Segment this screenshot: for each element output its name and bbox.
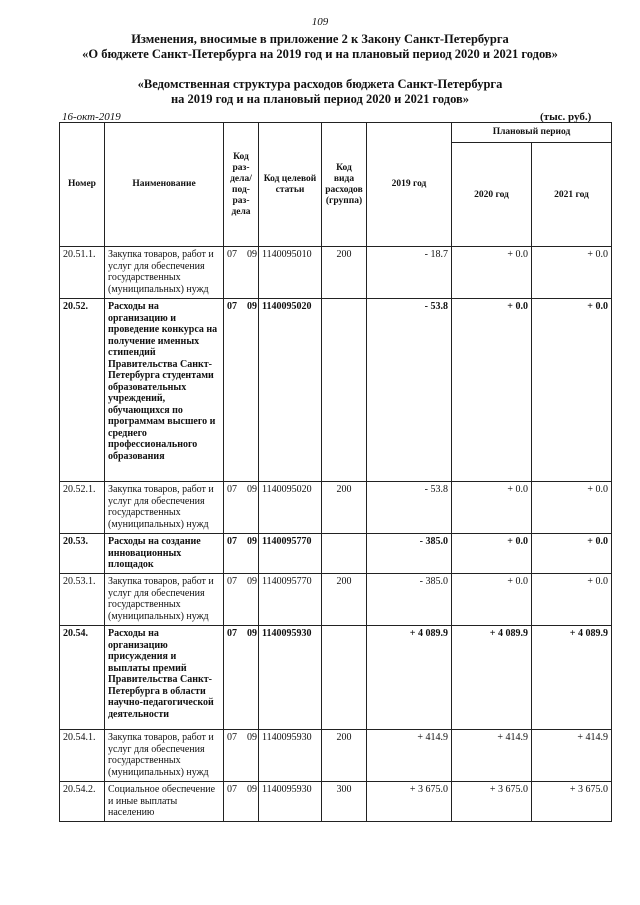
subsection-code: 09 — [247, 484, 257, 495]
table-row — [60, 247, 612, 299]
header-row — [60, 123, 612, 143]
row-expense-type — [322, 626, 367, 730]
row-target-code: 1140095930 — [259, 626, 322, 730]
row-section-code — [224, 482, 259, 534]
col-2020: 2020 год — [452, 143, 532, 247]
subsection-code: 09 — [247, 536, 257, 547]
row-target-code: 1140095020 — [259, 299, 322, 482]
section-code: 07 — [227, 249, 237, 260]
section-code: 07 — [227, 576, 237, 587]
row-number: 20.54.2. — [60, 782, 105, 822]
col-name: Наименование — [105, 123, 224, 247]
subsection-code: 09 — [247, 576, 257, 587]
row-number: 20.52. — [60, 299, 105, 482]
row-target-code: 1140095020 — [259, 482, 322, 534]
section-code: 07 — [227, 732, 237, 743]
col-section: Код раз-дела/ под-раз-дела — [224, 123, 259, 247]
section-code: 07 — [227, 301, 237, 312]
table-row — [60, 299, 612, 482]
row-amount-2021: + 0.0 — [532, 299, 612, 482]
row-amount-2020: + 3 675.0 — [452, 782, 532, 822]
row-name: Расходы на создание инновационных площадок — [105, 534, 224, 574]
heading-line-1: Изменения, вносимые в приложение 2 к Закону Санкт-Петербурга — [131, 32, 509, 46]
row-expense-type: 200 — [322, 730, 367, 782]
subsection-code: 09 — [247, 732, 257, 743]
col-expense-type: Код вида расходов (группа) — [322, 123, 367, 247]
row-section-code — [224, 730, 259, 782]
page-number: 109 — [311, 16, 329, 28]
row-amount-2021: + 0.0 — [532, 247, 612, 299]
row-amount-2019: + 414.9 — [367, 730, 452, 782]
document-heading — [0, 32, 640, 62]
row-name: Социальное обеспечение и иные выплаты населению — [105, 782, 224, 822]
row-amount-2020: + 4 089.9 — [452, 626, 532, 730]
row-amount-2020: + 0.0 — [452, 534, 532, 574]
table-body — [60, 247, 612, 822]
row-target-code: 1140095010 — [259, 247, 322, 299]
heading-line-4: на 2019 год и на плановый период 2020 и 2021 годов» — [170, 92, 470, 106]
row-amount-2019: + 4 089.9 — [367, 626, 452, 730]
section-code: 07 — [227, 784, 237, 795]
table-row — [60, 574, 612, 626]
section-code: 07 — [227, 628, 237, 639]
row-target-code: 1140095770 — [259, 574, 322, 626]
row-number: 20.52.1. — [60, 482, 105, 534]
row-number: 20.54.1. — [60, 730, 105, 782]
row-number: 20.53. — [60, 534, 105, 574]
row-amount-2019: - 18.7 — [367, 247, 452, 299]
row-amount-2020: + 0.0 — [452, 482, 532, 534]
heading-line-3: «Ведомственная структура расходов бюджета Санкт-Петербурга — [137, 77, 503, 91]
row-target-code: 1140095930 — [259, 730, 322, 782]
row-number: 20.51.1. — [60, 247, 105, 299]
row-section-code — [224, 782, 259, 822]
heading-line-2: «О бюджете Санкт-Петербурга на 2019 год и на плановый период 2020 и 2021 годов» — [82, 47, 558, 61]
table-row — [60, 730, 612, 782]
row-amount-2019: - 385.0 — [367, 574, 452, 626]
row-name: Закупка товаров, работ и услуг для обеспечения государственных (муниципальных) нужд — [105, 247, 224, 299]
subsection-code: 09 — [247, 301, 257, 312]
table-row — [60, 626, 612, 730]
units-label: (тыс. руб.) — [540, 111, 592, 123]
row-amount-2020: + 0.0 — [452, 299, 532, 482]
subsection-code: 09 — [247, 249, 257, 260]
row-amount-2021: + 414.9 — [532, 730, 612, 782]
row-target-code: 1140095770 — [259, 534, 322, 574]
row-expense-type: 200 — [322, 482, 367, 534]
row-expense-type — [322, 299, 367, 482]
row-target-code: 1140095930 — [259, 782, 322, 822]
row-section-code — [224, 574, 259, 626]
row-amount-2020: + 0.0 — [452, 247, 532, 299]
table-row — [60, 534, 612, 574]
section-code: 07 — [227, 484, 237, 495]
col-2019: 2019 год — [367, 123, 452, 247]
row-section-code — [224, 534, 259, 574]
col-planned-period: Плановый период — [452, 123, 612, 143]
section-code: 07 — [227, 536, 237, 547]
row-amount-2019: + 3 675.0 — [367, 782, 452, 822]
row-amount-2021: + 0.0 — [532, 534, 612, 574]
table-heading — [0, 77, 640, 107]
col-target: Код целевой статьи — [259, 123, 322, 247]
row-amount-2020: + 0.0 — [452, 574, 532, 626]
row-expense-type — [322, 534, 367, 574]
row-amount-2019: - 385.0 — [367, 534, 452, 574]
row-expense-type: 200 — [322, 574, 367, 626]
row-amount-2021: + 0.0 — [532, 482, 612, 534]
row-expense-type: 300 — [322, 782, 367, 822]
subsection-code: 09 — [247, 628, 257, 639]
row-name: Закупка товаров, работ и услуг для обеспечения государственных (муниципальных) нужд — [105, 730, 224, 782]
row-amount-2021: + 0.0 — [532, 574, 612, 626]
subsection-code: 09 — [247, 784, 257, 795]
col-2021: 2021 год — [532, 143, 612, 247]
document-date: 16-окт-2019 — [62, 111, 121, 123]
row-amount-2020: + 414.9 — [452, 730, 532, 782]
budget-table — [59, 122, 612, 822]
row-name: Расходы на организацию присуждения и выплаты премий Правительства Санкт-Петербурга в области научно-педагогической деятельности — [105, 626, 224, 730]
row-amount-2021: + 4 089.9 — [532, 626, 612, 730]
row-section-code — [224, 299, 259, 482]
row-section-code — [224, 626, 259, 730]
row-name: Закупка товаров, работ и услуг для обеспечения государственных (муниципальных) нужд — [105, 482, 224, 534]
row-amount-2019: - 53.8 — [367, 299, 452, 482]
row-expense-type: 200 — [322, 247, 367, 299]
row-name: Расходы на организацию и проведение конкурса на получение именных стипендий Правительства Санкт-Петербурга студентами образовательных учреждений, обучающихся по программам высшего и среднего профессионального образования — [105, 299, 224, 482]
row-number: 20.54. — [60, 626, 105, 730]
row-amount-2019: - 53.8 — [367, 482, 452, 534]
table-row — [60, 482, 612, 534]
row-name: Закупка товаров, работ и услуг для обеспечения государственных (муниципальных) нужд — [105, 574, 224, 626]
row-number: 20.53.1. — [60, 574, 105, 626]
row-amount-2021: + 3 675.0 — [532, 782, 612, 822]
table-row — [60, 782, 612, 822]
col-number: Номер — [60, 123, 105, 247]
row-section-code — [224, 247, 259, 299]
